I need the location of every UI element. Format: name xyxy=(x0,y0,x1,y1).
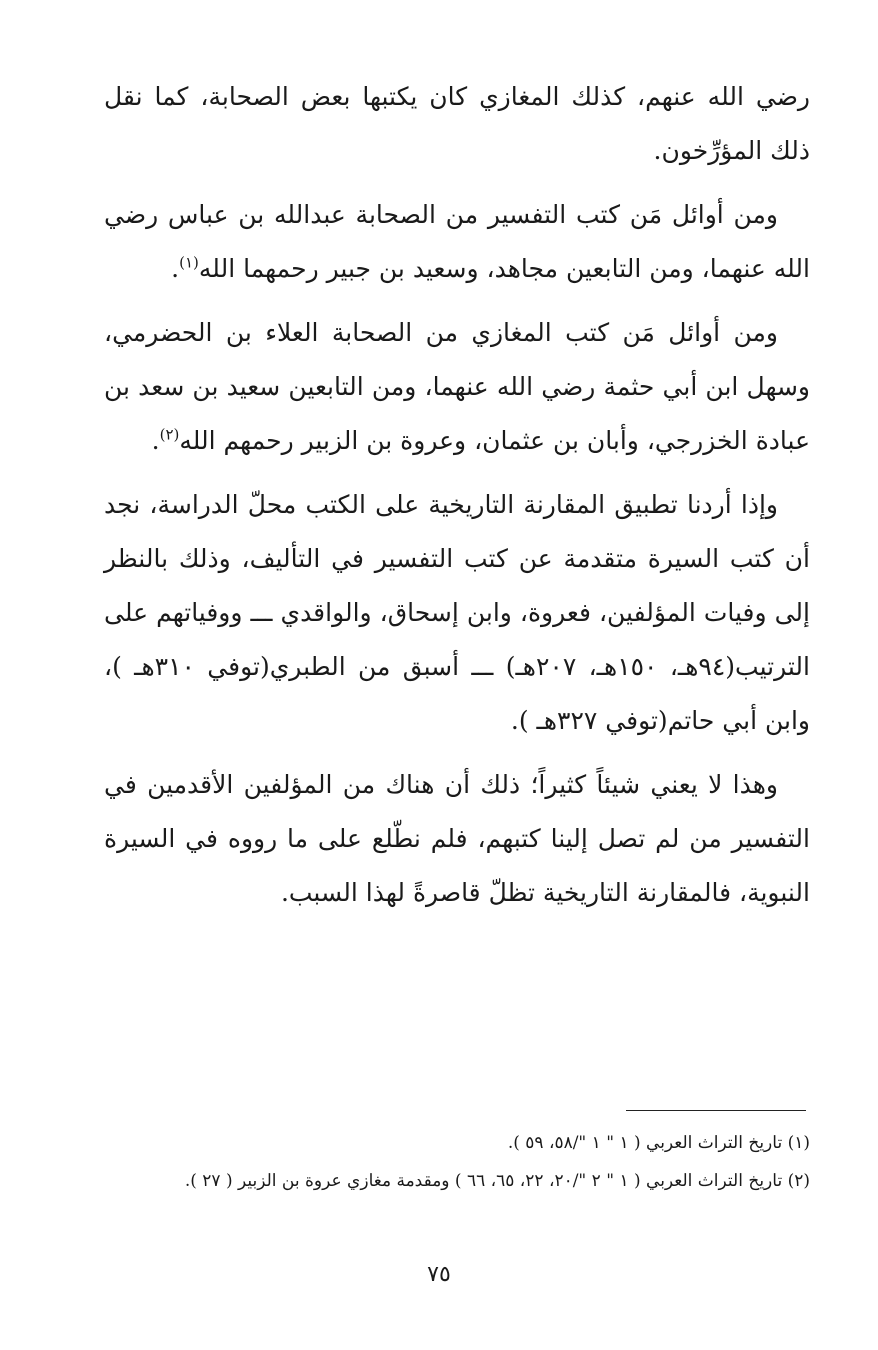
body-text xyxy=(104,70,810,920)
paragraph-1: رضي الله عنهم، كذلك المغازي كان يكتبها بعض الصحابة، كما نقل ذلك المؤرِّخون. xyxy=(104,82,810,165)
footnote-1: (١) تاريخ التراث العربي ( ١ " ١ "/٥٨، ٥٩ ). xyxy=(507,1133,810,1153)
footnote-divider xyxy=(626,1110,806,1111)
paragraph-5: وهذا لا يعني شيئاً كثيراً؛ ذلك أن هناك من المؤلفين الأقدمين في التفسير من لم تصل إلينا كتبهم، فلم نطّلع على ما رووه في السيرة النبوية، فالمقارنة التاريخية تظلّ قاصرةً لهذا السبب. xyxy=(104,770,810,907)
footnote-ref-1[interactable]: (١) xyxy=(179,253,199,272)
paragraph-4: وإذا أردنا تطبيق المقارنة التاريخية على الكتب محلّ الدراسة، نجد أن كتب السيرة متقدمة عن كتب التفسير في التأليف، وذلك بالنظر إلى وفيات المؤلفين، فعروة، وابن إسحاق، والواقدي ـــ ووفياتهم على الترتيب(٩٤هـ، ١٥٠هـ، ٢٠٧هـ) ـــ أسبق من الطبري(توفي ٣١٠هـ )، وابن أبي حاتم(توفي ٣٢٧هـ ). xyxy=(104,490,810,735)
page-number: ٧٥ xyxy=(427,1262,451,1287)
footnotes xyxy=(104,1124,810,1200)
paragraph-2: ومن أوائل مَن كتب التفسير من الصحابة عبدالله بن عباس رضي الله عنهما، ومن التابعين مجاهد، وسعيد بن جبير رحمهما الله$^{(١)}$. xyxy=(104,200,810,283)
footnote-ref-2[interactable]: (٢) xyxy=(159,425,180,444)
footnote-2: (٢) تاريخ التراث العربي ( ١ " ٢ "/٢٠، ٢٢، ٦٥، ٦٦ ) ومقدمة مغازي عروة بن الزبير ( ٢٧ ). xyxy=(184,1171,810,1191)
paragraph-3: ومن أوائل مَن كتب المغازي من الصحابة العلاء بن الحضرمي، وسهل ابن أبي حثمة رضي الله عنهما، ومن التابعين سعيد بن سعد بن عبادة الخزرجي، وأبان بن عثمان، وعروة بن الزبير رحمهم الله$^{(٢)}$. xyxy=(104,318,810,455)
